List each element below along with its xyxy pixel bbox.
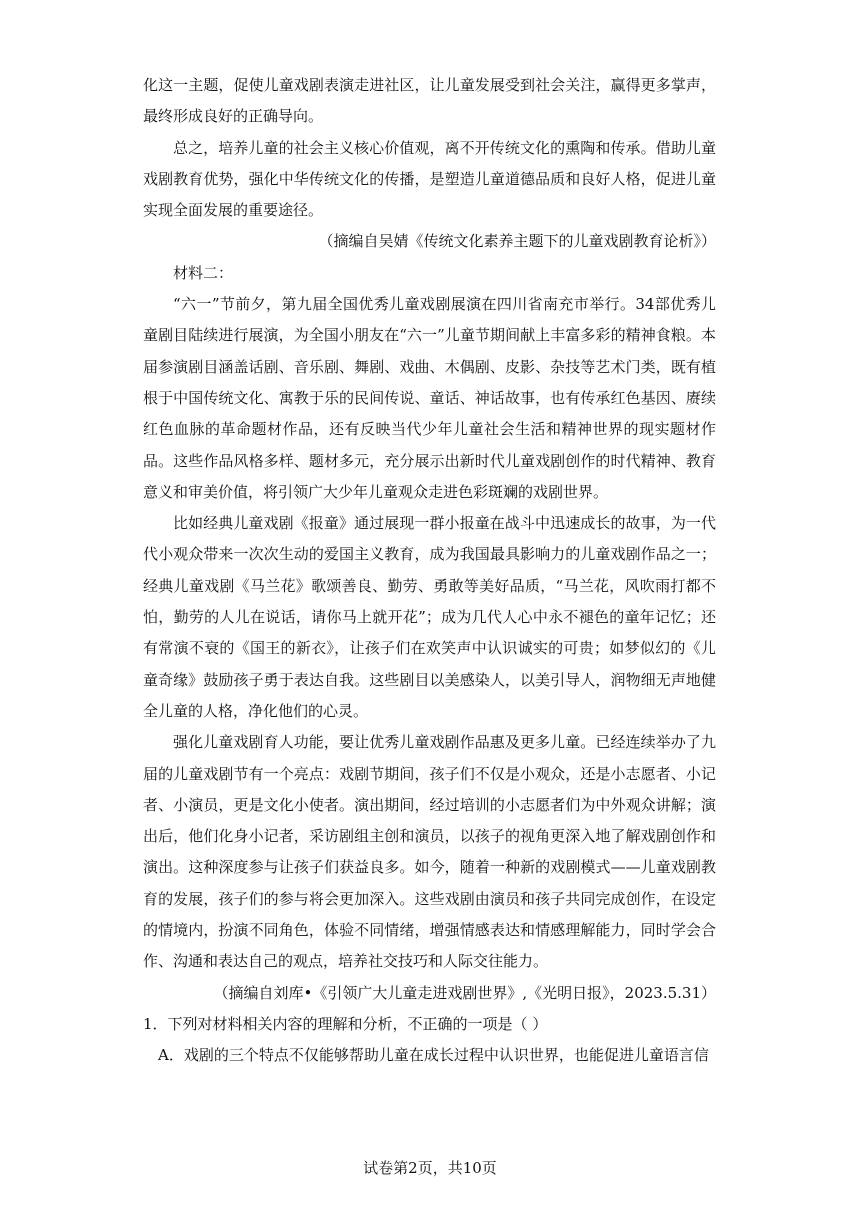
paragraph-participation: 强化儿童戏剧育人功能，要让优秀儿童戏剧作品惠及更多儿童。已经连续举办了九届的儿童戏剧节有一个亮点：戏剧节期间，孩子们不仅是小观众，还是小志愿者、小记者、小演员，更是文化小使者。演出期间，经过培训的小志愿者们为中外观众讲解；演出后，他们化身小记者，采访剧组主创和演员，以孩子的视角更深入地了解戏剧创作和演出。这种深度参与让孩子们获益良多。如今，随着一种新的戏剧模式——儿童戏剧教育的发展，孩子们的参与将会更加深入。这些戏剧由演员和孩子共同完成创作，在设定的情境内，扮演不同角色，体验不同情绪，增强情感表达和情感理解能力，同时学会合作、沟通和表达自己的观点，培养社交技巧和人际交往能力。 <box>143 733 716 971</box>
material-2-heading: 材料二： <box>173 263 234 282</box>
source-attribution-1: （摘编自吴婧《传统文化素养主题下的儿童戏剧教育论析》） <box>318 232 716 251</box>
page-footer: 试卷第2页，共10页 <box>363 1159 497 1177</box>
reading-passage <box>143 70 716 1072</box>
paragraph-continued: 化这一主题，促使儿童戏剧表演走进社区，让儿童发展受到社会关注，赢得更多掌声，最终形成良好的正确导向。 <box>143 76 716 126</box>
paragraph-classics: 比如经典儿童戏剧《报童》通过展现一群小报童在战斗中迅速成长的故事，为一代代小观众带来一次次生动的爱国主义教育，成为我国最具影响力的儿童戏剧作品之一；经典儿童戏剧《马兰花》歌颂善良、勤劳、勇敢等美好品质，“马兰花，风吹雨打都不怕，勤劳的人儿在说话，请你马上就开花”；成为几代人心中永不褪色的童年记忆；还有常演不衰的《国王的新衣》，让孩子们在欢笑声中认识诚实的可贵；如梦似幻的《儿童奇缘》鼓励孩子勇于表达自我。这些剧目以美感染人，以美引导人，润物细无声地健全儿童的人格，净化他们的心灵。 <box>143 514 716 720</box>
paragraph-festival: “六一”节前夕，第九届全国优秀儿童戏剧展演在四川省南充市举行。34部优秀儿童剧目陆续进行展演，为全国小朋友在“六一”儿童节期间献上丰富多彩的精神食粮。本届参演剧目涵盖话剧、音乐剧、舞剧、戏曲、木偶剧、皮影、杂技等艺术门类，既有植根于中国传统文化、寓教于乐的民间传说、童话、神话故事，也有传承红色基因、赓续红色血脉的革命题材作品，还有反映当代少年儿童社会生活和精神世界的现实题材作品。这些作品风格多样、题材多元，充分展示出新时代儿童戏剧创作的时代精神、教育意义和审美价值，将引领广大少年儿童观众走进色彩斑斓的戏剧世界。 <box>143 295 716 501</box>
question-1-option-a: A．戏剧的三个特点不仅能够帮助儿童在成长过程中认识世界，也能促进儿童语言信 <box>158 1046 709 1065</box>
question-1-stem: 1．下列对材料相关内容的理解和分析，不正确的一项是（ ） <box>143 1014 548 1033</box>
source-attribution-2: （摘编自刘库•《引领广大儿童走进戏剧世界》,《光明日报》，2023.5.31） <box>213 983 716 1002</box>
paragraph-summary: 总之，培养儿童的社会主义核心价值观，离不开传统文化的熏陶和传承。借助儿童戏剧教育优势，强化中华传统文化的传播，是塑造儿童道德品质和良好人格，促进儿童实现全面发展的重要途径。 <box>143 138 716 220</box>
